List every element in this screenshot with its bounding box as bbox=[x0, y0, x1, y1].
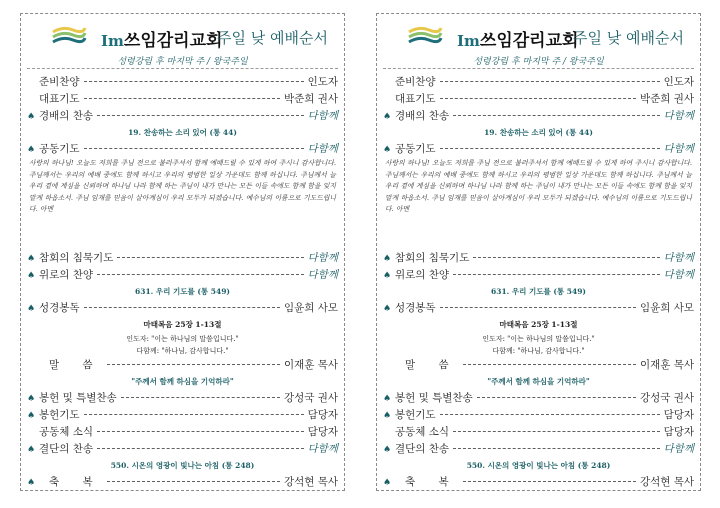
item-label: 봉헌 및 특별찬송 bbox=[39, 392, 117, 404]
item-person: 다함께 bbox=[307, 110, 338, 122]
leader-dots bbox=[117, 257, 303, 258]
wave-logo-icon bbox=[407, 24, 443, 46]
leader-dots bbox=[473, 257, 659, 258]
item-label: 결단의 찬송 bbox=[395, 443, 450, 455]
leader-dots bbox=[453, 448, 660, 449]
bulletin-header bbox=[377, 22, 700, 50]
leader-dots bbox=[440, 148, 660, 149]
item-person: 강성국 권사 bbox=[283, 392, 338, 404]
leader-dots bbox=[107, 481, 280, 482]
row-silent-confession bbox=[27, 250, 338, 267]
item-label: 대표기도 bbox=[395, 93, 436, 105]
row-benediction bbox=[383, 474, 694, 491]
item-label: 봉헌기도 bbox=[39, 409, 80, 421]
spade-icon: ♠ bbox=[27, 394, 36, 404]
wave-logo-icon bbox=[51, 24, 87, 46]
hymn-number: 631. 우리 기도를 (통 549) bbox=[135, 287, 230, 296]
sermon-title: "주께서 함께 하심을 기억하라" bbox=[131, 377, 234, 386]
item-person: 강석현 목사 bbox=[639, 476, 694, 488]
prayer-text: 사랑의 하나님! 오늘도 저희를 주님 전으로 불러주셔서 함께 예배드릴 수 있게 하여 주시니 감사합니다. 주님께서는 우리의 예배 중에도 함께 하시고 우리의 평범한 일상 가운데도 함께 하십니다. 주님께서 늘 우리 곁에 계심을 신뢰하며 하나님 나라 함께 하는 주님이 내가 만나는 모든 이들 속에도 함께 함을 잊지 말게 하옵소서. 주님 임재를 믿음이 살아계심이 우리 모두가 되겠습니다. 예수님의 이름으로 기도드립니다. 아멘 bbox=[385, 159, 692, 213]
item-person: 박준희 권사 bbox=[639, 93, 694, 105]
dialog-line: 다함께: "하나님, 감사합니다." bbox=[136, 347, 229, 355]
order-of-worship bbox=[383, 74, 694, 491]
church-name-text: 쓰임감리교회 bbox=[123, 31, 223, 51]
hymn-number: 631. 우리 기도를 (통 549) bbox=[491, 287, 586, 296]
row-silent-confession bbox=[383, 250, 694, 267]
dialog-line: 다함께: "하나님, 감사합니다." bbox=[492, 347, 585, 355]
church-name bbox=[101, 26, 222, 51]
hymn-number: 19. 찬송하는 소리 있어 (통 44) bbox=[484, 128, 593, 137]
leader-dots bbox=[440, 98, 636, 99]
spade-icon: ♠ bbox=[27, 445, 36, 455]
spade-icon: ♠ bbox=[383, 271, 392, 281]
spade-icon: ♠ bbox=[383, 112, 392, 122]
row-assurance bbox=[27, 267, 338, 284]
spade-icon: ♠ bbox=[383, 394, 392, 404]
hymn-number: 550. 시온의 영광이 빛나는 아침 (통 248) bbox=[466, 461, 611, 470]
bulletin-title: 주일 낮 예배순서 bbox=[573, 29, 684, 47]
spade-icon: ♠ bbox=[383, 478, 392, 488]
item-person: 다함께 bbox=[307, 443, 338, 455]
leader-dots bbox=[453, 431, 660, 432]
spade-icon: ♠ bbox=[383, 411, 392, 421]
church-name bbox=[457, 26, 578, 51]
leader-dots bbox=[97, 448, 304, 449]
item-person: 다함께 bbox=[307, 269, 338, 281]
item-label: 경배의 찬송 bbox=[395, 110, 450, 122]
bulletin-panel-left bbox=[20, 13, 345, 491]
divider bbox=[383, 68, 694, 69]
scripture-reference: 마태복음 25장 1-13절 bbox=[499, 320, 578, 329]
item-person: 다함께 bbox=[663, 252, 694, 264]
row-hymn-of-praise bbox=[27, 108, 338, 125]
spade-icon: ♠ bbox=[27, 112, 36, 122]
item-person: 임윤희 사모 bbox=[639, 302, 694, 314]
item-label: 준비찬양 bbox=[39, 76, 80, 88]
hymn-number: 550. 시온의 영광이 빛나는 아침 (통 248) bbox=[110, 461, 255, 470]
item-person: 다함께 bbox=[307, 252, 338, 264]
item-person: 담당자 bbox=[307, 426, 338, 438]
item-label: 성경봉독 bbox=[395, 302, 436, 314]
item-label: 축 복 bbox=[49, 476, 103, 488]
item-label: 축 복 bbox=[405, 476, 459, 488]
row-representative-prayer bbox=[383, 91, 694, 108]
row-assurance bbox=[383, 267, 694, 284]
row-benediction bbox=[27, 474, 338, 491]
row-closing-hymn bbox=[383, 441, 694, 458]
row-confession bbox=[383, 141, 694, 158]
sermon-title: "주께서 함께 하심을 기억하라" bbox=[487, 377, 590, 386]
row-offering-prayer bbox=[27, 407, 338, 424]
item-person: 담당자 bbox=[663, 426, 694, 438]
row-scripture bbox=[27, 300, 338, 317]
spade-icon: ♠ bbox=[383, 445, 392, 455]
leader-dots bbox=[463, 364, 636, 365]
leader-dots bbox=[463, 481, 636, 482]
row-announcements bbox=[383, 424, 694, 441]
bulletin-subtitle: 성령강림 후 마지막 주 / 왕국주일 bbox=[117, 57, 248, 67]
item-person: 담당자 bbox=[307, 409, 338, 421]
spade-icon: ♠ bbox=[27, 478, 36, 488]
spade-icon: ♠ bbox=[383, 254, 392, 264]
row-offering bbox=[383, 390, 694, 407]
leader-dots bbox=[84, 148, 304, 149]
item-person: 인도자 bbox=[307, 76, 338, 88]
item-label: 공동체 소식 bbox=[395, 426, 450, 438]
leader-dots bbox=[84, 81, 304, 82]
item-label: 봉헌기도 bbox=[395, 409, 436, 421]
leader-dots bbox=[453, 115, 660, 116]
leader-dots bbox=[84, 414, 304, 415]
row-offering bbox=[27, 390, 338, 407]
leader-dots bbox=[121, 397, 280, 398]
row-offering-prayer bbox=[383, 407, 694, 424]
item-label: 위로의 찬양 bbox=[39, 269, 94, 281]
leader-dots bbox=[453, 274, 660, 275]
item-label: 결단의 찬송 bbox=[39, 443, 94, 455]
item-label: 말 씀 bbox=[405, 359, 459, 371]
item-label: 경배의 찬송 bbox=[39, 110, 94, 122]
item-person: 박준희 권사 bbox=[283, 93, 338, 105]
item-person: 임윤희 사모 bbox=[283, 302, 338, 314]
church-im-mark: Im bbox=[457, 32, 480, 50]
dialog-line: 인도자: "이는 하나님의 말씀입니다." bbox=[126, 335, 239, 343]
item-person: 강성국 권사 bbox=[639, 392, 694, 404]
item-label: 참회의 침묵기도 bbox=[39, 252, 114, 264]
item-label: 공동기도 bbox=[39, 143, 80, 155]
item-person: 담당자 bbox=[663, 409, 694, 421]
item-person: 다함께 bbox=[663, 443, 694, 455]
row-prelude bbox=[383, 74, 694, 91]
row-hymn-of-praise bbox=[383, 108, 694, 125]
item-person: 다함께 bbox=[663, 110, 694, 122]
leader-dots bbox=[84, 307, 280, 308]
item-person: 다함께 bbox=[663, 269, 694, 281]
item-person: 다함께 bbox=[307, 143, 338, 155]
bulletin-title: 주일 낮 예배순서 bbox=[217, 29, 328, 47]
leader-dots bbox=[440, 81, 660, 82]
row-sermon bbox=[27, 357, 338, 374]
item-label: 성경봉독 bbox=[39, 302, 80, 314]
item-person: 다함께 bbox=[663, 143, 694, 155]
leader-dots bbox=[97, 115, 304, 116]
item-label: 대표기도 bbox=[39, 93, 80, 105]
hymn-number: 19. 찬송하는 소리 있어 (통 44) bbox=[128, 128, 237, 137]
item-label: 말 씀 bbox=[49, 359, 103, 371]
church-im-mark: Im bbox=[101, 32, 124, 50]
spade-icon: ♠ bbox=[383, 145, 392, 155]
row-representative-prayer bbox=[27, 91, 338, 108]
item-label: 준비찬양 bbox=[395, 76, 436, 88]
item-person: 이재훈 목사 bbox=[639, 359, 694, 371]
order-of-worship bbox=[27, 74, 338, 491]
spade-icon: ♠ bbox=[27, 145, 36, 155]
row-sermon bbox=[383, 357, 694, 374]
spade-icon: ♠ bbox=[27, 254, 36, 264]
divider bbox=[27, 68, 338, 69]
spade-icon: ♠ bbox=[27, 271, 36, 281]
item-person: 이재훈 목사 bbox=[283, 359, 338, 371]
spade-icon: ♠ bbox=[27, 411, 36, 421]
dialog-line: 인도자: "이는 하나님의 말씀입니다." bbox=[482, 335, 595, 343]
prayer-text: 사랑의 하나님! 오늘도 저희를 주님 전으로 불러주셔서 함께 예배드릴 수 있게 하여 주시니 감사합니다. 주님께서는 우리의 예배 중에도 함께 하시고 우리의 평범한 일상 가운데도 함께 하십니다. 주님께서 늘 우리 곁에 계심을 신뢰하며 하나님 나라 함께 하는 주님이 내가 만나는 모든 이들 속에도 함께 함을 잊지 말게 하옵소서. 주님 임재를 믿음이 살아계심이 우리 모두가 되겠습니다. 예수님의 이름으로 기도드립니다. 아멘 bbox=[29, 159, 336, 213]
leader-dots bbox=[97, 431, 304, 432]
item-person: 인도자 bbox=[663, 76, 694, 88]
item-label: 위로의 찬양 bbox=[395, 269, 450, 281]
item-label: 봉헌 및 특별찬송 bbox=[395, 392, 473, 404]
bulletin-subtitle: 성령강림 후 마지막 주 / 왕국주일 bbox=[473, 57, 604, 67]
item-label: 참회의 침묵기도 bbox=[395, 252, 470, 264]
bulletin-header bbox=[21, 22, 344, 50]
leader-dots bbox=[477, 397, 636, 398]
row-scripture bbox=[383, 300, 694, 317]
leader-dots bbox=[440, 414, 660, 415]
church-name-text: 쓰임감리교회 bbox=[479, 31, 579, 51]
leader-dots bbox=[84, 98, 280, 99]
row-closing-hymn bbox=[27, 441, 338, 458]
row-prelude bbox=[27, 74, 338, 91]
item-label: 공동체 소식 bbox=[39, 426, 94, 438]
row-confession bbox=[27, 141, 338, 158]
row-announcements bbox=[27, 424, 338, 441]
leader-dots bbox=[97, 274, 304, 275]
leader-dots bbox=[440, 307, 636, 308]
leader-dots bbox=[107, 364, 280, 365]
item-label: 공동기도 bbox=[395, 143, 436, 155]
spade-icon: ♠ bbox=[27, 304, 36, 314]
scripture-reference: 마태복음 25장 1-13절 bbox=[143, 320, 222, 329]
item-person: 강석현 목사 bbox=[283, 476, 338, 488]
spade-icon: ♠ bbox=[383, 304, 392, 314]
bulletin-panel-right bbox=[376, 13, 701, 491]
